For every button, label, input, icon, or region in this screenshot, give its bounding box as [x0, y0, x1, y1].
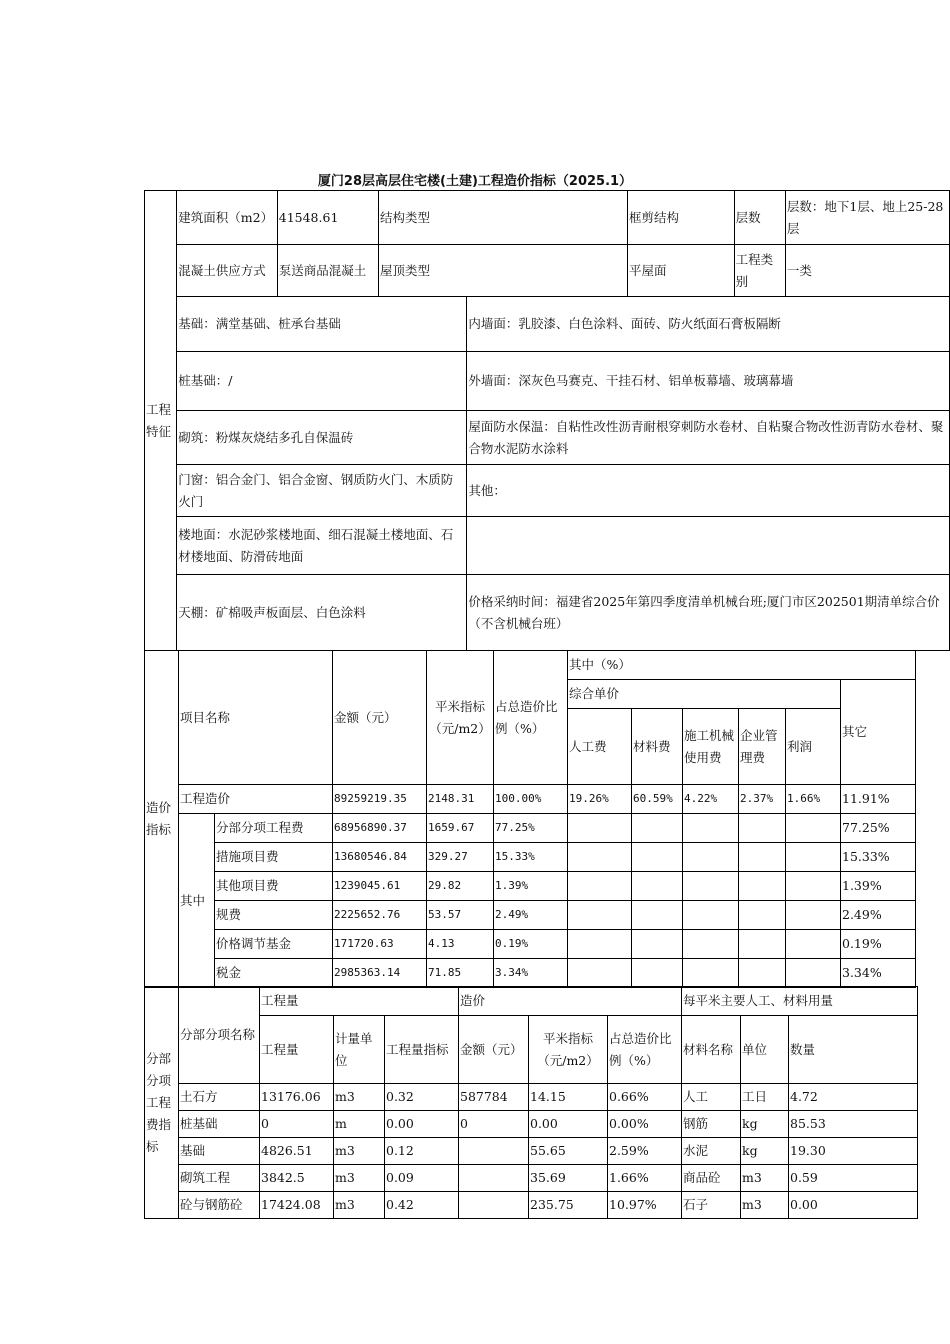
table-row-label: 土石方 — [179, 1084, 260, 1111]
cell: 0.32 — [385, 1084, 459, 1111]
table-row-label: 分部分项工程费 — [215, 814, 333, 843]
cell: kg — [741, 1138, 789, 1165]
cell: 53.57 — [427, 901, 494, 930]
cell: 0.00 — [789, 1192, 918, 1219]
cell: 结构类型 — [378, 191, 627, 245]
cell: 71.85 — [427, 959, 494, 988]
cell: 人工 — [682, 1084, 741, 1111]
table-row-label: 税金 — [215, 959, 333, 988]
header: 项目名称 — [179, 651, 333, 785]
header: 造价 — [459, 987, 682, 1016]
feature-right: 屋面防水保温：自粘性改性沥青耐根穿刺防水卷材、自粘聚合物改性沥青防水卷材、聚合物水泥防水涂料 — [467, 411, 950, 465]
of-label: 其中 — [179, 814, 215, 988]
feature-right — [467, 517, 950, 575]
cell: 框剪结构 — [627, 191, 734, 245]
cell: 35.69 — [529, 1165, 608, 1192]
cell: 4.22% — [683, 785, 739, 814]
cell: 2148.31 — [427, 785, 494, 814]
cell: 工日 — [741, 1084, 789, 1111]
header: 平米指标（元/m2） — [427, 651, 494, 785]
feature-right: 内墙面：乳胶漆、白色涂料、面砖、防火纸面石膏板隔断 — [467, 297, 950, 352]
table-row-label: 措施项目费 — [215, 843, 333, 872]
header: 单位 — [741, 1016, 789, 1084]
feature-left: 天棚：矿棉吸声板面层、白色涂料 — [177, 575, 467, 651]
header: 人工费 — [568, 709, 632, 785]
sub-item-table — [144, 986, 918, 1219]
cell: 1659.67 — [427, 814, 494, 843]
header: 金额（元） — [459, 1016, 529, 1084]
feature-left: 基础：满堂基础、桩承台基础 — [177, 297, 467, 352]
table-row-label: 砼与钢筋砼 — [179, 1192, 260, 1219]
cell: 0.19% — [494, 930, 568, 959]
cell: 建筑面积（m2） — [177, 191, 277, 245]
cell: 3842.5 — [260, 1165, 334, 1192]
cell: 1.66% — [786, 785, 841, 814]
cell — [459, 1165, 529, 1192]
header: 金额（元） — [333, 651, 427, 785]
cell: 89259219.35 — [333, 785, 427, 814]
header: 工程量指标 — [385, 1016, 459, 1084]
feature-left: 楼地面：水泥砂浆楼地面、细石混凝土楼地面、石材楼地面、防滑砖地面 — [177, 517, 467, 575]
cell: 屋顶类型 — [378, 245, 627, 297]
cell — [459, 1138, 529, 1165]
cell: 泵送商品混凝土 — [277, 245, 378, 297]
header: 材料名称 — [682, 1016, 741, 1084]
header: 综合单价 — [568, 680, 841, 709]
cell: 15.33% — [841, 843, 916, 872]
cell: m3 — [741, 1192, 789, 1219]
table-row-label: 工程造价 — [179, 785, 333, 814]
cell: 一类 — [785, 245, 949, 297]
cell: 171720.63 — [333, 930, 427, 959]
cell: 2985363.14 — [333, 959, 427, 988]
cell: 0.59 — [789, 1165, 918, 1192]
feature-right: 价格采纳时间：福建省2025年第四季度清单机械台班;厦门市区202501期清单综合价（不含机械台班） — [467, 575, 950, 651]
cell: 4.13 — [427, 930, 494, 959]
table-row-label: 价格调节基金 — [215, 930, 333, 959]
table-row-label: 其他项目费 — [215, 872, 333, 901]
header: 占总造价比例（%） — [494, 651, 568, 785]
cell: 工程类别 — [734, 245, 785, 297]
cell: 0 — [459, 1111, 529, 1138]
page-title: 厦门28层高层住宅楼(土建)工程造价指标（2025.1） — [317, 174, 633, 189]
header: 企业管理费 — [739, 709, 786, 785]
header: 计量单位 — [334, 1016, 385, 1084]
table-row-label: 规费 — [215, 901, 333, 930]
cell: m3 — [334, 1192, 385, 1219]
cell: 4826.51 — [260, 1138, 334, 1165]
cell: m3 — [334, 1084, 385, 1111]
cell: 2.37% — [739, 785, 786, 814]
cell: m — [334, 1111, 385, 1138]
header: 材料费 — [632, 709, 683, 785]
feature-right: 其他： — [467, 465, 950, 517]
cell — [459, 1192, 529, 1219]
header: 数量 — [789, 1016, 918, 1084]
cell: 0.66% — [608, 1084, 682, 1111]
cell: 石子 — [682, 1192, 741, 1219]
cell: 14.15 — [529, 1084, 608, 1111]
cell: 329.27 — [427, 843, 494, 872]
cell: 1.39% — [841, 872, 916, 901]
table-row-label: 基础 — [179, 1138, 260, 1165]
header: 工程量 — [260, 1016, 334, 1084]
header: 工程量 — [260, 987, 459, 1016]
cell: 钢筋 — [682, 1111, 741, 1138]
cell: 13680546.84 — [333, 843, 427, 872]
cell: 2.59% — [608, 1138, 682, 1165]
cell: 68956890.37 — [333, 814, 427, 843]
cell: m3 — [334, 1138, 385, 1165]
header: 其它 — [841, 680, 916, 785]
cell: 2225652.76 — [333, 901, 427, 930]
cell: 1.39% — [494, 872, 568, 901]
feature-left: 砌筑：粉煤灰烧结多孔自保温砖 — [177, 411, 467, 465]
cell: 13176.06 — [260, 1084, 334, 1111]
cell: 3.34% — [841, 959, 916, 988]
cell: 85.53 — [789, 1111, 918, 1138]
cell: 商品砼 — [682, 1165, 741, 1192]
cell: 层数：地下1层、地上25-28层 — [785, 191, 949, 245]
header: 其中（%） — [568, 651, 916, 680]
features-side-label: 工程特征 — [145, 191, 177, 651]
sub-side-label: 分部分项工程费指标 — [145, 987, 179, 1219]
table-row-label: 桩基础 — [179, 1111, 260, 1138]
cell: 100.00% — [494, 785, 568, 814]
cell: 0.00% — [608, 1111, 682, 1138]
header: 分部分项名称 — [179, 987, 260, 1084]
cell: 平屋面 — [627, 245, 734, 297]
cell: 1239045.61 — [333, 872, 427, 901]
cell: 29.82 — [427, 872, 494, 901]
cell: 41548.61 — [277, 191, 378, 245]
cell: 1.66% — [608, 1165, 682, 1192]
cell: 77.25% — [841, 814, 916, 843]
header: 占总造价比例（%） — [608, 1016, 682, 1084]
cell: 10.97% — [608, 1192, 682, 1219]
feature-left: 门窗：铝合金门、铝合金窗、钢质防火门、木质防火门 — [177, 465, 467, 517]
cell: 19.26% — [568, 785, 632, 814]
cell: 4.72 — [789, 1084, 918, 1111]
cell: 55.65 — [529, 1138, 608, 1165]
cell: 11.91% — [841, 785, 916, 814]
feature-left: 桩基础：/ — [177, 352, 467, 411]
cell: 0.00 — [385, 1111, 459, 1138]
cell: m3 — [334, 1165, 385, 1192]
cell: 层数 — [734, 191, 785, 245]
cell: 2.49% — [841, 901, 916, 930]
cell: 77.25% — [494, 814, 568, 843]
header: 每平米主要人工、材料用量 — [682, 987, 918, 1016]
cell: 0.00 — [529, 1111, 608, 1138]
cell: 3.34% — [494, 959, 568, 988]
cell: 水泥 — [682, 1138, 741, 1165]
cell: 0.09 — [385, 1165, 459, 1192]
cost-side-label: 造价指标 — [145, 651, 179, 988]
features-table — [144, 190, 950, 651]
cost-table — [144, 650, 916, 988]
cell: 17424.08 — [260, 1192, 334, 1219]
cell: 0.42 — [385, 1192, 459, 1219]
cell: kg — [741, 1111, 789, 1138]
cell: 15.33% — [494, 843, 568, 872]
cell: m3 — [741, 1165, 789, 1192]
header: 平米指标（元/m2） — [529, 1016, 608, 1084]
cell: 混凝土供应方式 — [177, 245, 277, 297]
header: 利润 — [786, 709, 841, 785]
table-row-label: 砌筑工程 — [179, 1165, 260, 1192]
cell: 2.49% — [494, 901, 568, 930]
header: 施工机械使用费 — [683, 709, 739, 785]
cell: 0.19% — [841, 930, 916, 959]
feature-right: 外墙面：深灰色马赛克、干挂石材、铝单板幕墙、玻璃幕墙 — [467, 352, 950, 411]
cell: 0 — [260, 1111, 334, 1138]
cell: 60.59% — [632, 785, 683, 814]
cell: 19.30 — [789, 1138, 918, 1165]
cell: 587784 — [459, 1084, 529, 1111]
cell: 0.12 — [385, 1138, 459, 1165]
cell: 235.75 — [529, 1192, 608, 1219]
